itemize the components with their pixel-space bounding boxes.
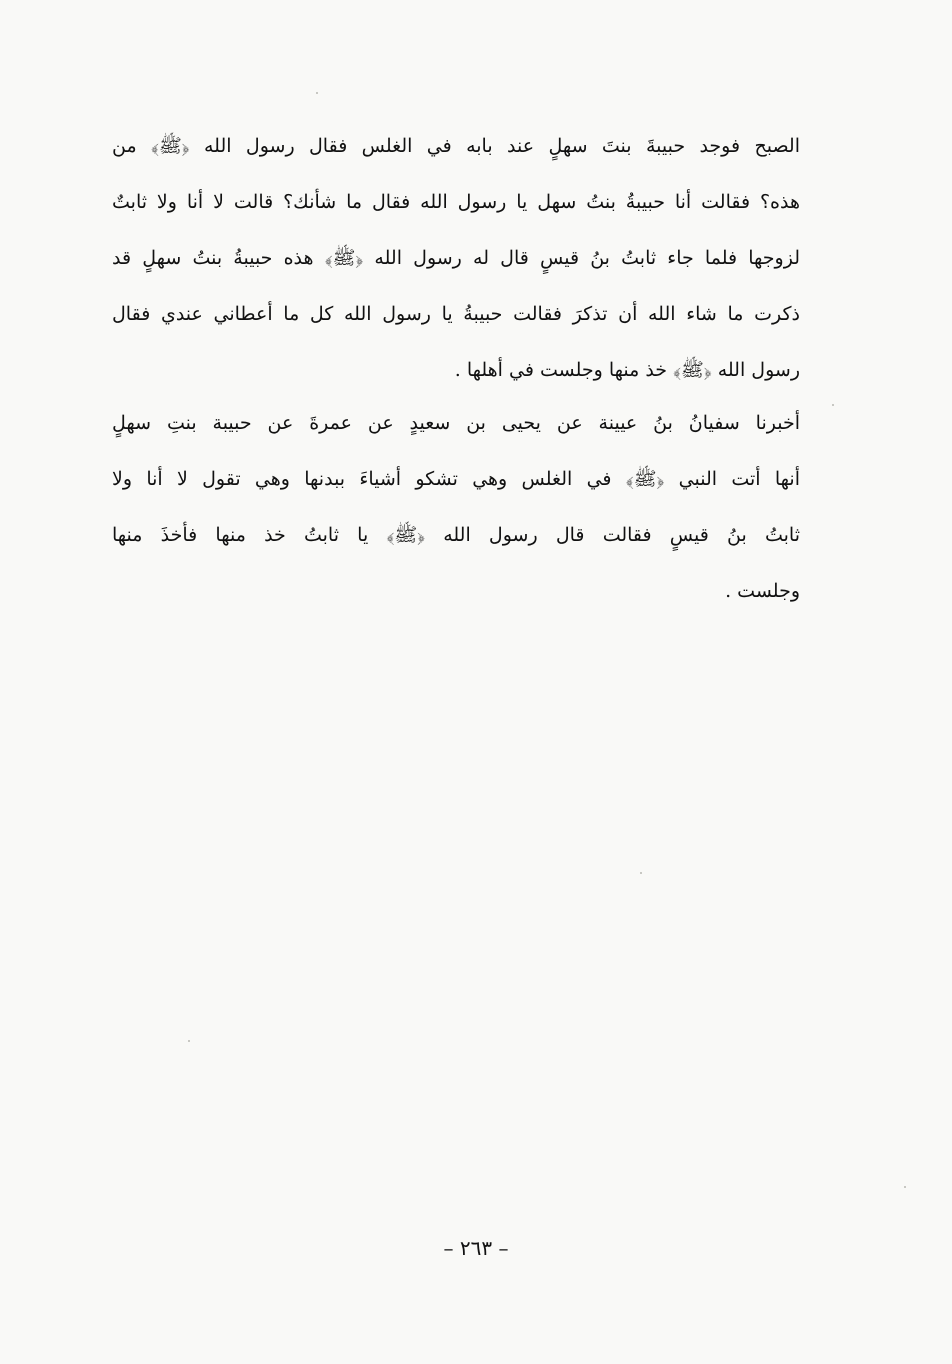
scan-speck bbox=[316, 92, 318, 94]
paragraph-line: أنها أتت النبي ﴿ﷺ﴾ في الغلس وهي تشكو أشياءَ ببدنها وهي تقول لا أنا ولا bbox=[112, 468, 800, 490]
page-number: – ٢٦٣ – bbox=[443, 1236, 509, 1260]
paragraph-2 bbox=[112, 395, 800, 619]
paragraph-line: أخبرنا سفيانُ بنُ عيينة عن يحيى بن سعيدٍ عن عمرةَ عن حبيبة بنتِ سهلٍ bbox=[112, 412, 800, 434]
paragraph-line: لزوجها فلما جاء ثابتُ بنُ قيسٍ قال له رسول الله ﴿ﷺ﴾ هذه حبيبةُ بنتُ سهلٍ قد bbox=[112, 247, 800, 269]
paragraph-line: وجلست . bbox=[725, 580, 800, 602]
paragraph-1 bbox=[112, 118, 800, 398]
scan-speck bbox=[640, 872, 642, 874]
paragraph-line: ثابتُ بنُ قيسٍ فقالت قال رسول الله ﴿ﷺ﴾ يا ثابتُ خذ منها فأخذَ منها bbox=[112, 524, 800, 546]
paragraph-line: رسول الله ﴿ﷺ﴾ خذ منها وجلست في أهلها . bbox=[454, 359, 800, 381]
scan-speck bbox=[832, 404, 834, 406]
paragraph-line: هذه؟ فقالت أنا حبيبةُ بنتُ سهل يا رسول الله فقال ما شأنك؟ قالت لا أنا ولا ثابتٌ bbox=[112, 191, 800, 213]
paragraph-line: الصبح فوجد حبيبةَ بنتَ سهلٍ عند بابه في الغلس فقال رسول الله ﴿ﷺ﴾ من bbox=[112, 135, 800, 157]
paragraph-line: ذكرت ما شاء الله أن تذكرَ فقالت حبيبةُ يا رسول الله كل ما أعطاني عندي فقال bbox=[112, 303, 800, 325]
scan-speck bbox=[904, 1186, 906, 1188]
scan-speck bbox=[188, 1040, 190, 1042]
